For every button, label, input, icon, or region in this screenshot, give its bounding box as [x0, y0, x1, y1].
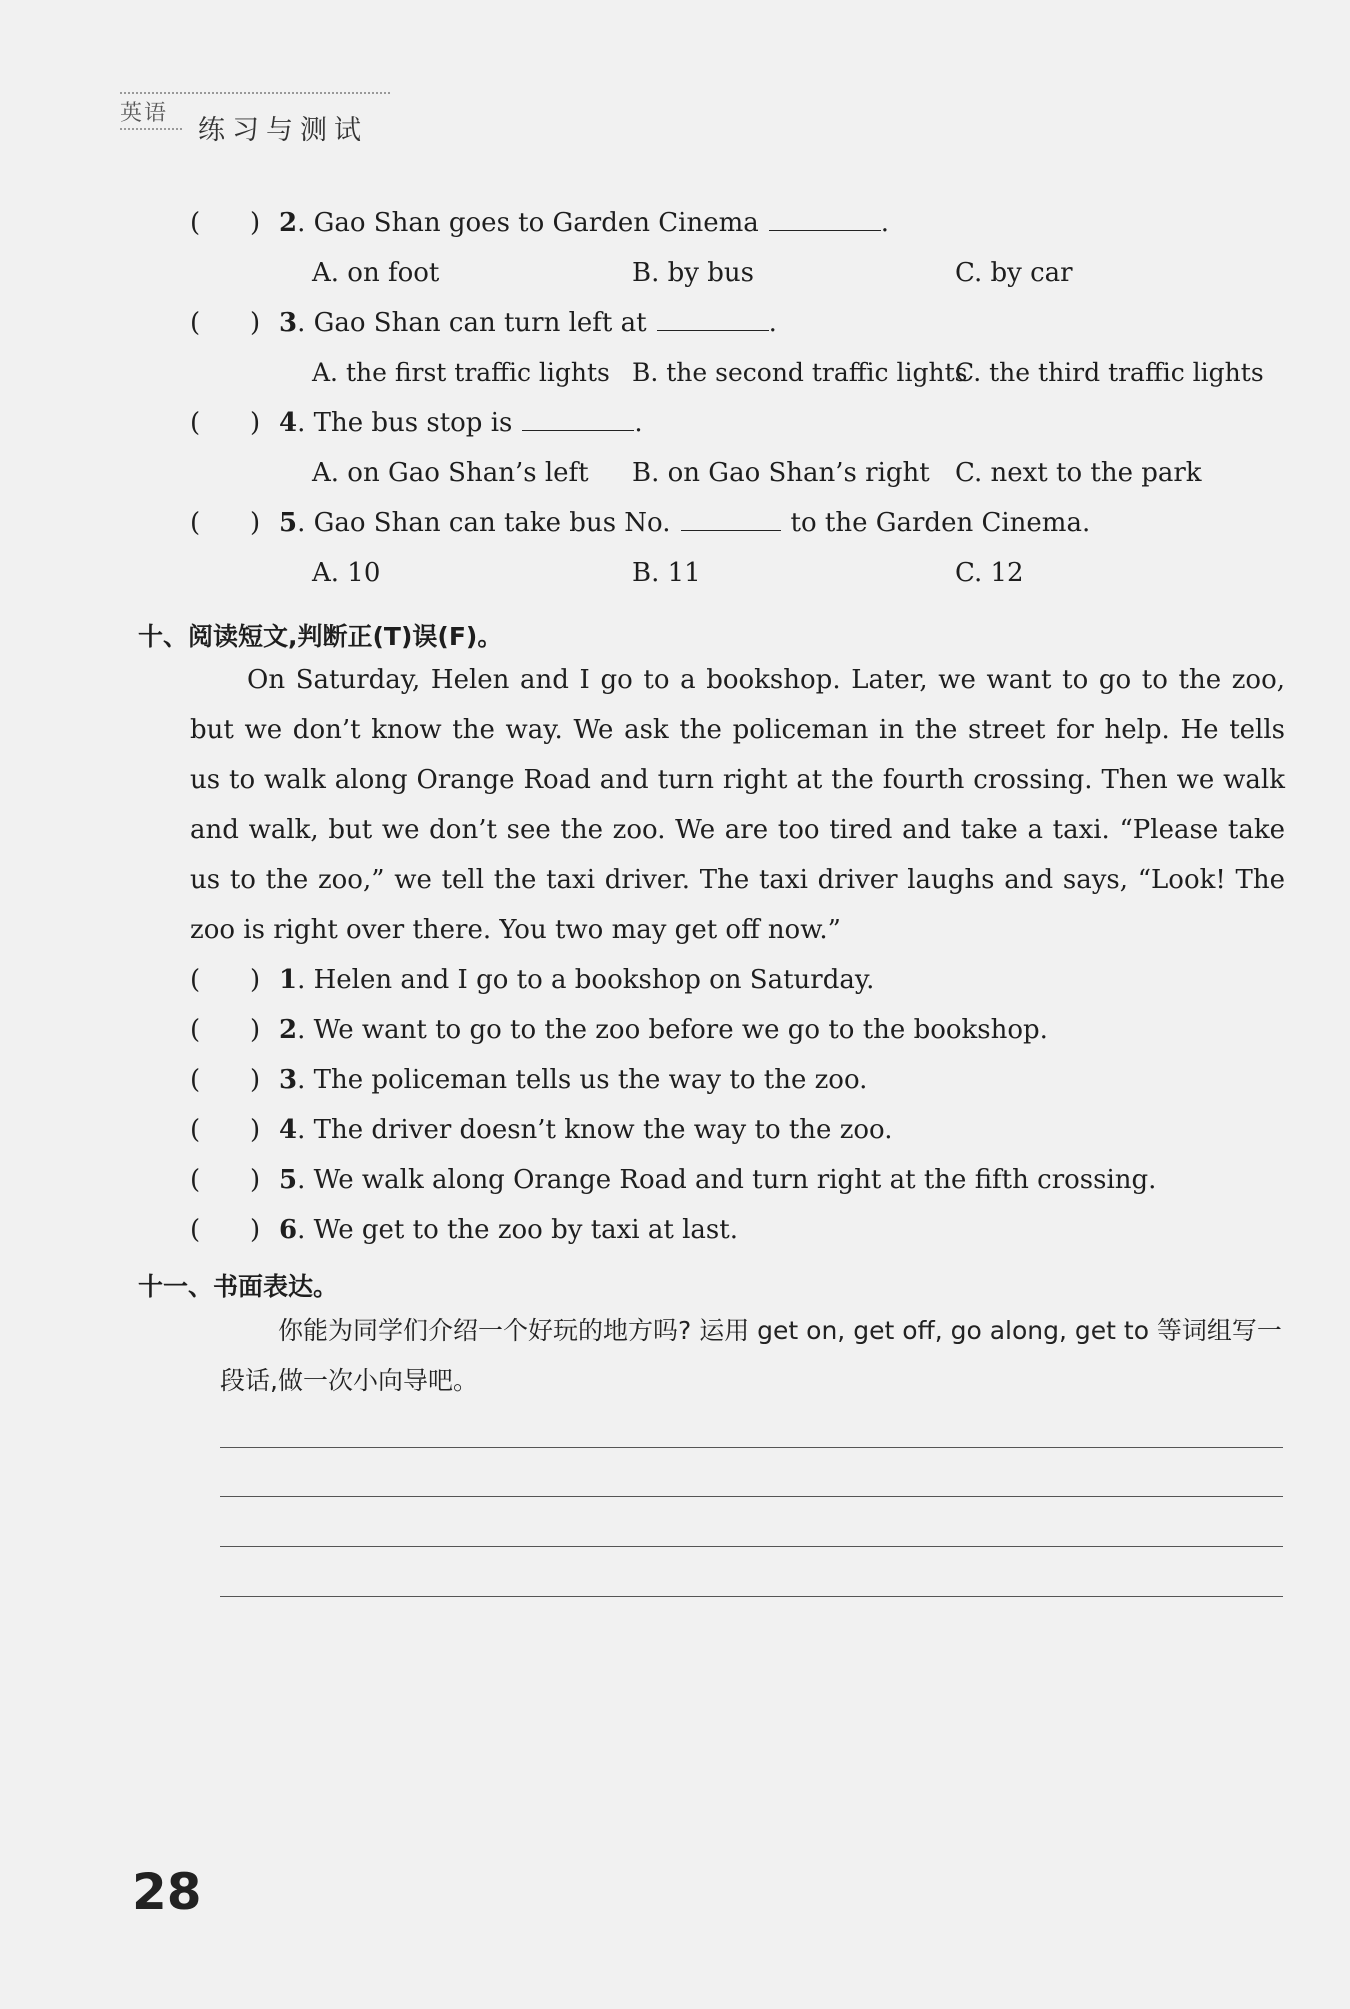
section-10-title: 十、阅读短文,判断正(T)误(F)。	[138, 622, 503, 651]
book-title: 练习与测试	[198, 115, 368, 146]
passage-text: On Saturday, Helen and I go to a bookshop. Later, we want to go to the zoo, but we don’t know the way. We ask the policeman in the street for help. He tells us to walk along Orange Road and turn right at the fourth crossing. Then we walk and walk, but we don’t see the zoo. We are too tired and take a taxi. “Please take us to the zoo,” we tell the taxi driver. The taxi driver laughs and says, “Look! The zoo is right over there. You two may get off now.”	[190, 665, 1285, 945]
tf-item-6: 6. We get to the zoo by taxi at last.	[279, 1215, 738, 1245]
option-a: A. on Gao Shan’s left	[312, 458, 589, 488]
answer-paren[interactable]: ( )	[190, 1065, 261, 1095]
answer-paren[interactable]: ( )	[190, 1165, 261, 1195]
writing-prompt	[220, 1306, 1285, 1406]
answer-paren[interactable]: ( )	[190, 1215, 261, 1245]
answer-blank[interactable]	[681, 508, 781, 531]
answer-paren[interactable]: ( )	[190, 508, 261, 538]
option-c: C. by car	[955, 258, 1073, 288]
section-11-title: 十一、书面表达。	[138, 1272, 339, 1301]
tf-item-5: 5. We walk along Orange Road and turn right at the fifth crossing.	[279, 1165, 1157, 1195]
answer-paren[interactable]: ( )	[190, 308, 261, 338]
mc-question-4: 4. The bus stop is .	[279, 408, 643, 438]
option-b: B. 11	[632, 558, 701, 588]
subject-label: 英语	[120, 96, 182, 130]
reading-passage	[190, 655, 1285, 955]
mc-question-5: 5. Gao Shan can take bus No. to the Garden Cinema.	[279, 508, 1091, 538]
writing-line[interactable]	[220, 1596, 1283, 1597]
header-dotted-rule	[120, 92, 390, 94]
answer-paren[interactable]: ( )	[190, 1015, 261, 1045]
answer-blank[interactable]	[657, 308, 769, 331]
option-c: C. the third traffic lights	[955, 358, 1264, 387]
option-a: A. on foot	[312, 258, 440, 288]
writing-line[interactable]	[220, 1496, 1283, 1497]
page-number: 28	[132, 1863, 202, 1921]
answer-paren[interactable]: ( )	[190, 1115, 261, 1145]
option-c: C. 12	[955, 558, 1024, 588]
option-b: B. on Gao Shan’s right	[632, 458, 930, 488]
answer-paren[interactable]: ( )	[190, 408, 261, 438]
option-b: B. the second traffic lights	[632, 358, 968, 387]
tf-item-4: 4. The driver doesn’t know the way to the zoo.	[279, 1115, 893, 1145]
option-a: A. the first traffic lights	[312, 358, 610, 387]
tf-item-3: 3. The policeman tells us the way to the zoo.	[279, 1065, 868, 1095]
answer-paren[interactable]: ( )	[190, 965, 261, 995]
writing-line[interactable]	[220, 1447, 1283, 1448]
mc-question-2: 2. Gao Shan goes to Garden Cinema .	[279, 208, 890, 238]
writing-line[interactable]	[220, 1546, 1283, 1547]
answer-paren[interactable]: ( )	[190, 208, 261, 238]
page-header	[120, 88, 390, 146]
option-b: B. by bus	[632, 258, 754, 288]
option-c: C. next to the park	[955, 458, 1202, 488]
answer-blank[interactable]	[522, 408, 634, 431]
answer-blank[interactable]	[769, 208, 881, 231]
mc-question-3: 3. Gao Shan can turn left at .	[279, 308, 777, 338]
option-a: A. 10	[312, 558, 381, 588]
prompt-text: 你能为同学们介绍一个好玩的地方吗? 运用 get on, get off, go along, get to 等词组写一段话,做一次小向导吧。	[220, 1316, 1282, 1395]
tf-item-1: 1. Helen and I go to a bookshop on Saturday.	[279, 965, 875, 995]
tf-item-2: 2. We want to go to the zoo before we go to the bookshop.	[279, 1015, 1048, 1045]
